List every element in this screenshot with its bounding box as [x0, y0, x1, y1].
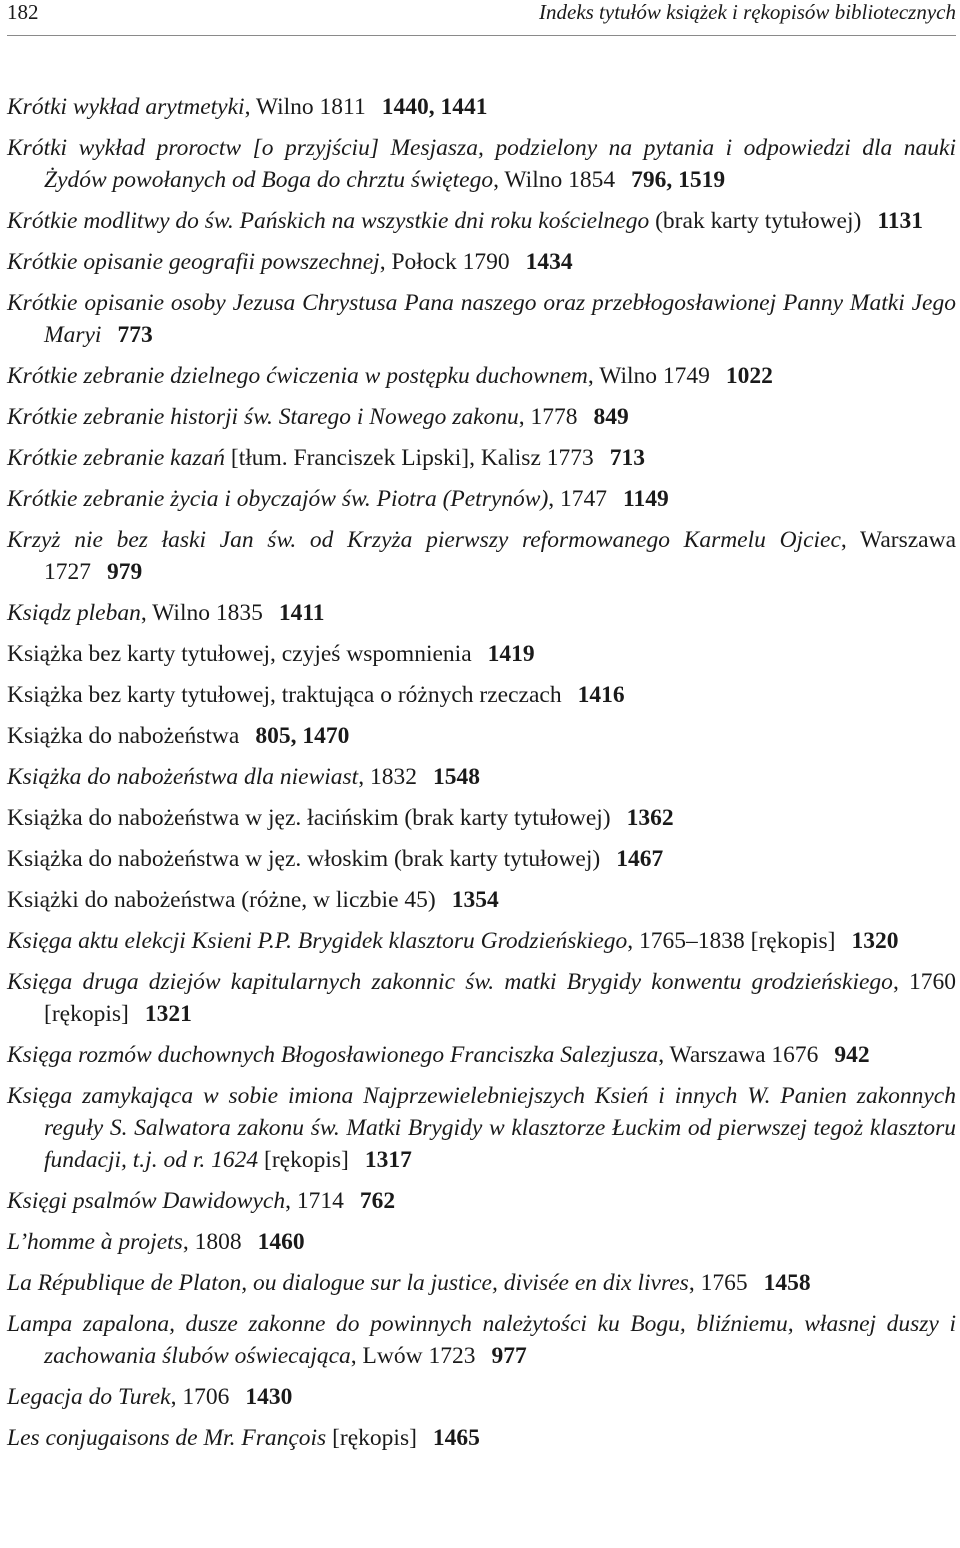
entry-reference-numbers: 1411 — [278, 600, 325, 626]
entry-details: , 1747 — [548, 486, 608, 512]
index-entry — [7, 1422, 956, 1454]
index-entry — [7, 884, 956, 916]
entry-details: Książka do nabożeństwa w jęz. łacińskim (brak karty tytułowej) — [7, 805, 611, 831]
entry-reference-numbers: 1362 — [626, 805, 674, 831]
entry-details: [rękopis] — [258, 1147, 349, 1173]
entry-title: Krótkie zebranie życia i obyczajów św. Piotra (Petrynów) — [7, 486, 549, 512]
entry-details: , Wilno 1854 — [493, 167, 616, 193]
index-entry — [7, 360, 956, 392]
index-entry — [7, 761, 956, 793]
entry-reference-numbers: 773 — [117, 322, 153, 348]
entry-reference-numbers: 977 — [491, 1343, 527, 1369]
entry-title: Krótkie zebranie dzielnego ćwiczenia w postępku duchownem — [7, 363, 588, 389]
index-entry — [7, 802, 956, 834]
entry-reference-numbers: 1467 — [616, 846, 664, 872]
index-entry — [7, 287, 956, 351]
entry-title: Ksiądz pleban — [7, 600, 141, 626]
index-entry — [7, 843, 956, 875]
entry-reference-numbers: 1354 — [451, 887, 499, 913]
entry-reference-numbers: 1460 — [257, 1229, 305, 1255]
entry-reference-numbers: 1022 — [725, 363, 773, 389]
entry-reference-numbers: 1430 — [245, 1384, 293, 1410]
entry-reference-numbers: 1465 — [432, 1425, 480, 1451]
entry-title: Księga druga dziejów kapitularnych zakonnic św. matki Brygidy konwentu grodzieńskiego — [7, 969, 893, 995]
entry-reference-numbers: 1149 — [623, 486, 669, 512]
index-entry — [7, 1226, 956, 1258]
index-entry — [7, 483, 956, 515]
index-entries — [7, 91, 956, 1454]
running-title: Indeks tytułów książek i rękopisów bibliotecznych — [539, 0, 956, 24]
entry-details: , 1760 [rękopis] — [44, 969, 956, 1027]
page-number: 182 — [7, 0, 39, 24]
index-entry — [7, 597, 956, 629]
entry-details: , Warszawa 1727 — [44, 527, 956, 585]
index-entry — [7, 132, 956, 196]
entry-title: Krótki wykład proroctw [o przyjściu] Mesjasza, podzielony na pytania i odpowiedzi dla nauki Żydów powołanych od Boga do chrztu świętego — [7, 135, 956, 193]
entry-reference-numbers: 1458 — [763, 1270, 811, 1296]
entry-details: (brak karty tytułowej) — [649, 208, 862, 234]
index-entry — [7, 1308, 956, 1372]
entry-title: L’homme à projets — [7, 1229, 183, 1255]
entry-details: , Wilno 1749 — [587, 363, 710, 389]
entry-reference-numbers: 1416 — [577, 682, 625, 708]
entry-reference-numbers: 1317 — [364, 1147, 412, 1173]
entry-reference-numbers: 762 — [359, 1188, 396, 1214]
entry-title: Księga zamykająca w sobie imiona Najprzewielebniejszych Ksień i innych W. Panien zakonnych reguły S. Salwatora zakonu św. Matki Brygidy w klasztorze Łuckim od pierwszej tegoż klasztoru fundacji, t.j. od r. 1624 — [7, 1083, 956, 1173]
entry-title: Krótki wykład arytmetyki — [7, 94, 245, 120]
index-entry — [7, 401, 956, 433]
entry-reference-numbers: 979 — [107, 559, 143, 585]
entry-reference-numbers: 713 — [609, 445, 645, 471]
entry-reference-numbers: 849 — [593, 404, 629, 430]
entry-details: [rękopis] — [326, 1425, 417, 1451]
entry-details: , Lwów 1723 — [350, 1343, 476, 1369]
entry-reference-numbers: 805, 1470 — [255, 723, 350, 749]
index-entry — [7, 1039, 956, 1071]
entry-reference-numbers: 1131 — [877, 208, 924, 234]
entry-details: Książka bez karty tytułowej, czyjeś wspomnienia — [7, 641, 472, 667]
entry-title: La République de Platon, ou dialogue sur la justice, divisée en dix livres — [7, 1270, 689, 1296]
entry-reference-numbers: 1320 — [851, 928, 899, 954]
entry-title: Krzyż nie bez łaski Jan św. od Krzyża pierwszy reformowanego Karmelu Ojciec — [7, 527, 841, 553]
entry-details: , Połock 1790 — [379, 249, 510, 275]
entry-details: , 1808 — [182, 1229, 242, 1255]
entry-details: Książka do nabożeństwa w jęz. włoskim (brak karty tytułowej) — [7, 846, 601, 872]
entry-title: Księga rozmów duchownych Błogosławionego Franciszka Salezjusza — [7, 1042, 659, 1068]
entry-title: Krótkie opisanie osoby Jezusa Chrystusa Pana naszego oraz przebłogosławionej Panny Matki Jego Maryi — [7, 290, 956, 348]
index-entry — [7, 1381, 956, 1413]
entry-title: Krótkie zebranie historji św. Starego i Nowego zakonu — [7, 404, 519, 430]
index-entry — [7, 720, 956, 752]
entry-reference-numbers: 1440, 1441 — [381, 94, 488, 120]
entry-title: Księgi psalmów Dawidowych — [7, 1188, 286, 1214]
entry-details: Książki do nabożeństwa (różne, w liczbie 45) — [7, 887, 436, 913]
entry-reference-numbers: 1548 — [432, 764, 480, 790]
entry-details: , 1714 — [285, 1188, 344, 1214]
index-entry — [7, 442, 956, 474]
entry-details: , 1832 — [358, 764, 417, 790]
entry-title: Lampa zapalona, dusze zakonne do powinnych należytości ku Bogu, bliźniemu, własnej duszy i zachowania ślubów oświecająca — [7, 1311, 956, 1369]
entry-reference-numbers: 1434 — [525, 249, 573, 275]
entry-reference-numbers: 1419 — [487, 641, 535, 667]
index-entry — [7, 205, 956, 237]
index-entry — [7, 246, 956, 278]
entry-reference-numbers: 1321 — [144, 1001, 192, 1027]
entry-details: Książka do nabożeństwa — [7, 723, 240, 749]
entry-title: Księga aktu elekcji Ksieni P.P. Brygidek klasztoru Grodzieńskiego — [7, 928, 628, 954]
entry-title: Les conjugaisons de Mr. François — [7, 1425, 327, 1451]
entry-details: , 1765 — [688, 1270, 748, 1296]
entry-details: , 1778 — [518, 404, 578, 430]
entry-details: , Warszawa 1676 — [658, 1042, 819, 1068]
index-entry — [7, 679, 956, 711]
entry-details: [tłum. Franciszek Lipski], Kalisz 1773 — [225, 445, 594, 471]
entry-title: Krótkie zebranie kazań — [7, 445, 225, 471]
index-entry — [7, 966, 956, 1030]
index-entry — [7, 638, 956, 670]
entry-title: Krótkie opisanie geografii powszechnej — [7, 249, 380, 275]
entry-details: , 1706 — [170, 1384, 230, 1410]
entry-details: , 1765–1838 [rękopis] — [627, 928, 836, 954]
index-entry — [7, 1080, 956, 1176]
entry-title: Krótkie modlitwy do św. Pańskich na wszystkie dni roku kościelnego — [7, 208, 650, 234]
running-header — [7, 0, 956, 36]
index-entry — [7, 91, 956, 123]
entry-reference-numbers: 942 — [834, 1042, 870, 1068]
entry-title: Legacja do Turek — [7, 1384, 171, 1410]
index-entry — [7, 1267, 956, 1299]
entry-details: , Wilno 1835 — [140, 600, 263, 626]
index-entry — [7, 524, 956, 588]
index-entry — [7, 1185, 956, 1217]
entry-details: Książka bez karty tytułowej, traktująca o różnych rzeczach — [7, 682, 562, 708]
entry-title: Książka do nabożeństwa dla niewiast — [7, 764, 359, 790]
entry-reference-numbers: 796, 1519 — [631, 167, 726, 193]
index-entry — [7, 925, 956, 957]
entry-details: , Wilno 1811 — [244, 94, 366, 120]
